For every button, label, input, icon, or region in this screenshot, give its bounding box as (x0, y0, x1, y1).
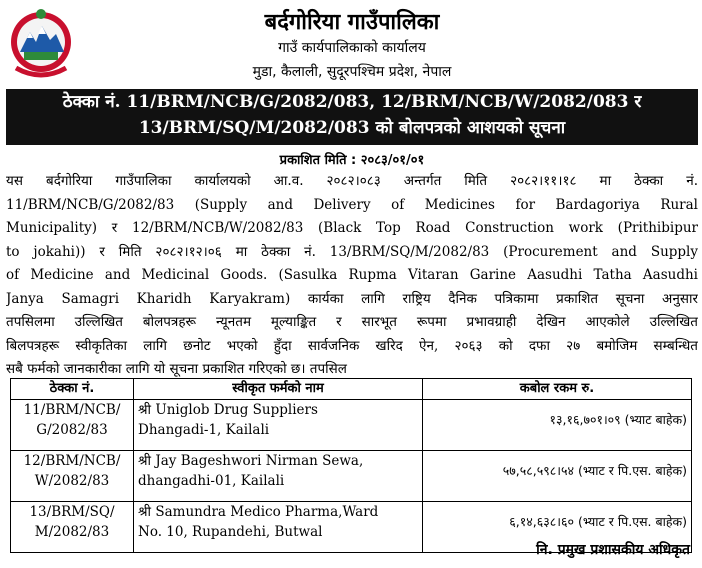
body-line: यस बर्दगोरिया गाउँपालिका कार्यालयको आ.व. २०८२।०८३ अन्तर्गत मिति २०८२।११।१८ मा ठेक्का नं. (6, 173, 698, 189)
notice-banner (6, 89, 698, 145)
firm-name-line: No. 10, Rupandehi, Butwal (138, 524, 323, 540)
body-line: तपसिलमा उल्लिखित बोलपत्रहरू न्यूनतम मूल्याङ्कित र सारभूत रूपमा प्रभावग्राही देखिन आएकोले उल्लिखित (6, 314, 698, 330)
firm-name-cell (134, 451, 423, 502)
contract-no-line: M/2082/83 (34, 524, 110, 540)
bid-amount-cell: ५७,५८,५९८।५४ (भ्याट र पि.एस. बाहेक) (423, 451, 692, 502)
body-line: बिलपत्रहरू स्वीकृतिका लागि छनोट भएको हुँदा सार्वजनिक खरिद ऐन, २०६३ को दफा २७ बमोजिम सम्बन्धित (6, 337, 698, 354)
published-date: प्रकाशित मिति : २०८३/०१/०१ (279, 153, 425, 168)
contract-no-line: W/2082/83 (34, 473, 110, 489)
contract-no-line: 11/BRM/NCB/ (23, 402, 121, 418)
contract-no-cell (11, 451, 134, 502)
table-header-row (11, 379, 692, 400)
body-line: to jokahi)) र मिति २०८२।१२।०६ मा ठेक्का नं. 13/BRM/SQ/M/2082/83 (Procurement and Supply (6, 243, 698, 260)
contract-no-line: G/2082/83 (36, 422, 108, 438)
contract-no-line: 12/BRM/NCB/ (23, 453, 121, 469)
body-line: Municipality) र 12/BRM/NCB/W/2082/83 (Black Top Road Construction work (Prithibipur (6, 220, 698, 236)
notice-body (6, 170, 698, 382)
banner-line-1: ठेक्का नं. 11/BRM/NCB/G/2082/083, 12/BRM/NCB/W/2082/083 र (62, 92, 642, 112)
firm-name-cell (134, 502, 423, 553)
office-name: गाउँ कार्यपालिकाको कार्यालय (278, 40, 426, 56)
table-row (11, 400, 692, 451)
table-row (11, 451, 692, 502)
body-line: Janya Samagri Kharidh Karyakram) कार्यका लागि राष्ट्रिय दैनिक पत्रिकामा प्रकाशित सूचना अनुसार (6, 290, 698, 307)
municipality-title: बर्दगोरिया गाउँपालिका (264, 10, 440, 35)
firm-name-line: श्री Samundra Medico Pharma,Ward (138, 504, 379, 520)
firm-name-line: Dhangadi-1, Kailali (138, 422, 270, 438)
body-line: of Medicine and Medicinal Goods. (Sasulka Rupma Vitaran Garine Aasudhi Tatha Aasudhi (6, 267, 698, 283)
header-contract-no: ठेक्का नं. (11, 379, 134, 400)
header-bid-amount: कबोल रकम रु. (423, 379, 692, 400)
signatory-title: नि. प्रमुख प्रशासकीय अधिकृत (536, 542, 690, 558)
letterhead (6, 0, 698, 88)
header-firm-name: स्वीकृत फर्मको नाम (134, 379, 423, 400)
contract-no-cell (11, 400, 134, 451)
bid-amount-cell: ६,१४,६३८।६० (भ्याट र पि.एस. बाहेक) (423, 502, 692, 553)
firm-name-line: dhangadhi-01, Kailali (138, 473, 285, 489)
body-line: सबै फर्मको जानकारीका लागि यो सूचना प्रकाशित गरिएको छ। तपसिल (6, 361, 347, 377)
notice-page (6, 0, 698, 568)
contract-no-line: 13/BRM/SQ/ (29, 504, 115, 520)
firm-name-line: श्री Jay Bageshwori Nirman Sewa, (138, 453, 364, 469)
body-line: 11/BRM/NCB/G/2082/83 (Supply and Delivery of Medicines for Bardagoriya Rural (6, 196, 698, 213)
contract-table (10, 378, 692, 553)
bid-amount-cell: १३,१६,७०१।०९ (भ्याट बाहेक) (423, 400, 692, 451)
firm-name-cell (134, 400, 423, 451)
contract-no-cell (11, 502, 134, 553)
firm-name-line: श्री Uniglob Drug Suppliers (138, 402, 318, 418)
banner-line-2: 13/BRM/SQ/M/2082/083 को बोलपत्रको आशयको सूचना (138, 118, 566, 138)
office-address: मुडा, कैलाली, सुदूरपश्चिम प्रदेश, नेपाल (252, 64, 452, 80)
